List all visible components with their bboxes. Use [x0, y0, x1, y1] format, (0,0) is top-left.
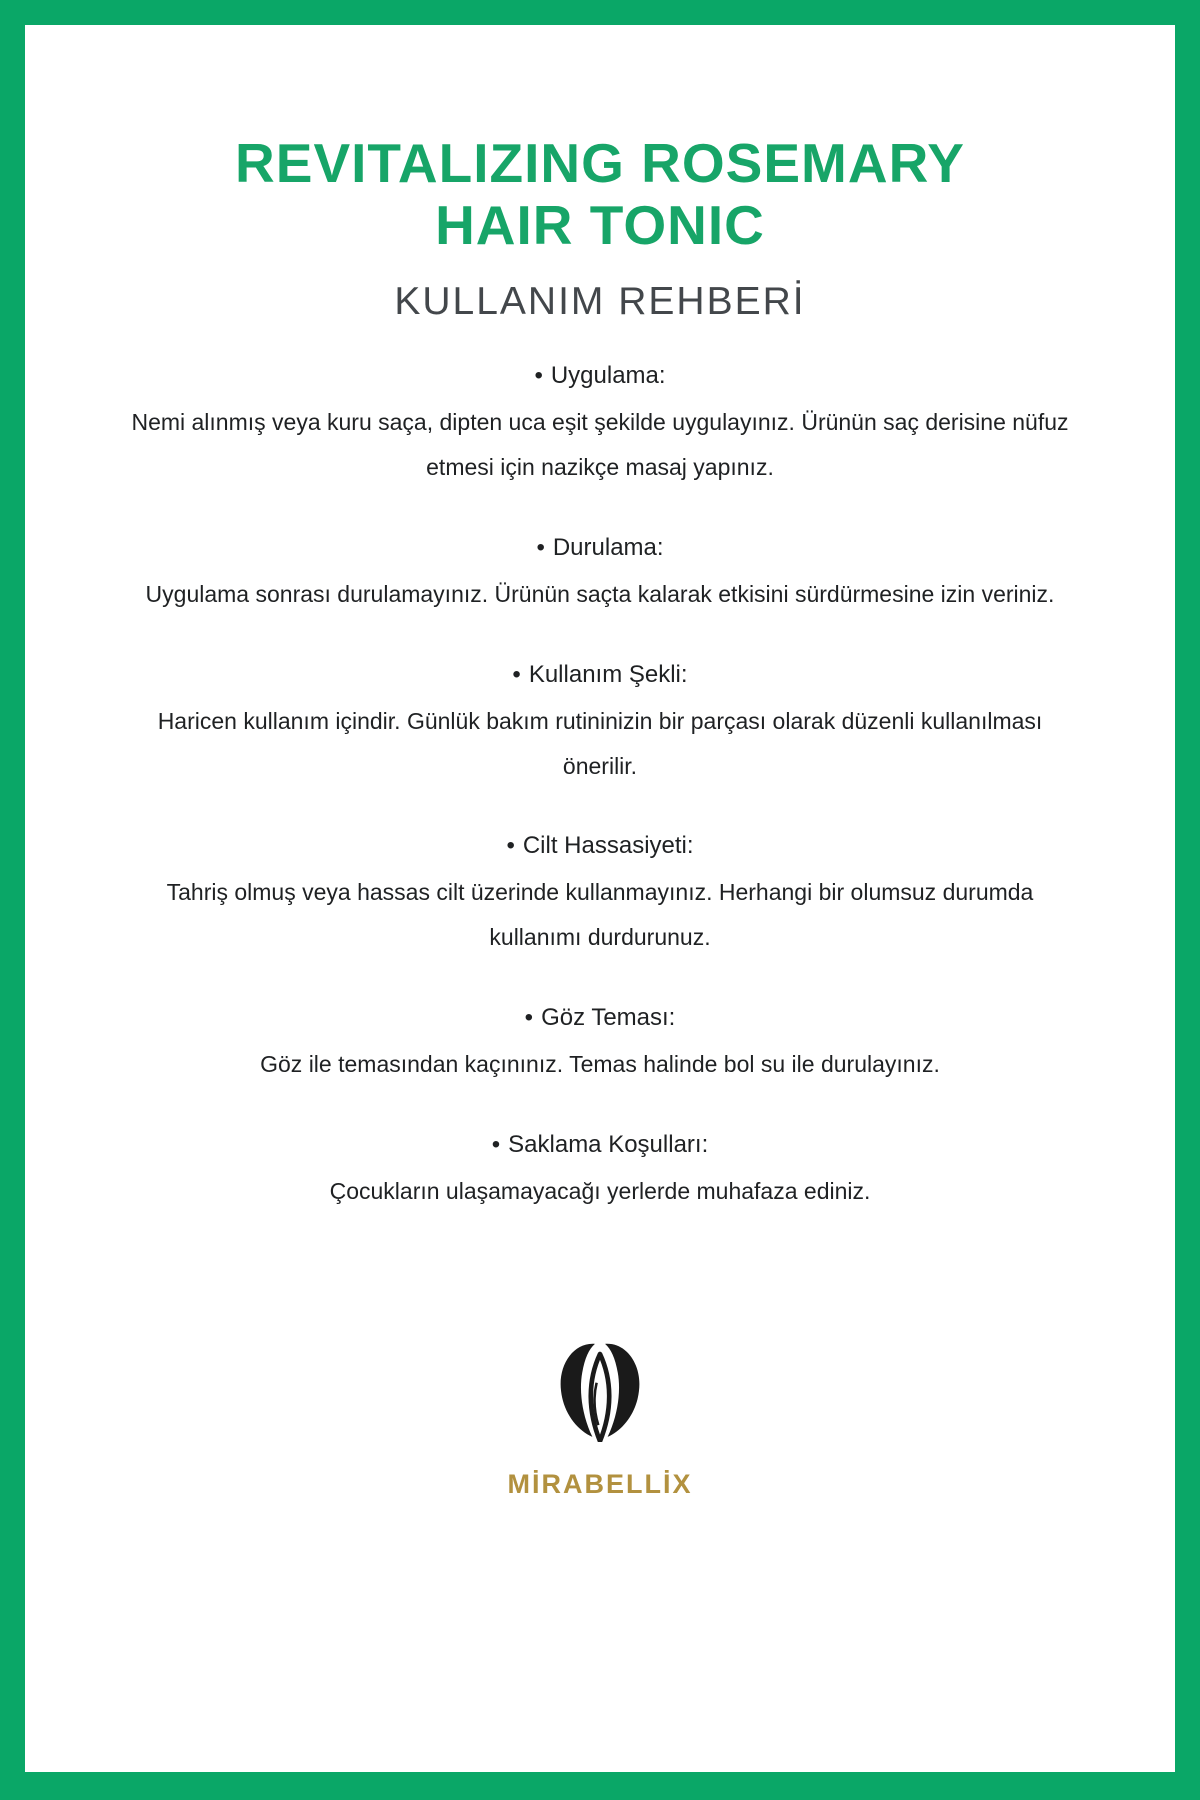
section-saklama-kosullari: [25, 1131, 1175, 1214]
brand-footer: [25, 1332, 1175, 1500]
bullet-icon: •: [536, 533, 545, 561]
section-body-text: Tahriş olmuş veya hassas cilt üzerinde kullanmayınız. Herhangi bir olumsuz durumda kullanımı durdurunuz.: [166, 879, 1034, 951]
bullet-icon: •: [512, 660, 521, 688]
section-heading-label: Uygulama:: [550, 362, 666, 390]
section-heading: [25, 832, 1175, 860]
product-title: [25, 133, 1175, 256]
section-heading-label: Saklama Koşulları:: [508, 1130, 709, 1158]
section-durulama: [25, 534, 1175, 617]
section-heading-label: Kullanım Şekli:: [528, 660, 688, 688]
section-heading: [25, 661, 1175, 689]
section-kullanim-sekli: [25, 661, 1175, 789]
section-body-text: Uygulama sonrası durulamayınız. Ürünün saçta kalarak etkisini sürdürmesine izin veriniz.: [145, 580, 1055, 607]
section-heading-label: Cilt Hassasiyeti:: [522, 832, 694, 860]
product-title-line2: HAIR TONIC: [435, 193, 765, 256]
product-title-line1: REVITALIZING ROSEMARY: [235, 132, 965, 194]
brand-name: MİRABELLİX: [507, 1468, 693, 1499]
section-uygulama: [25, 362, 1175, 490]
guide-subtitle: KULLANIM REHBERİ: [394, 280, 806, 324]
section-heading: [25, 534, 1175, 562]
tulip-flower-icon: [549, 1332, 651, 1447]
section-body-text: Nemi alınmış veya kuru saça, dipten uca eşit şekilde uygulayınız. Ürünün saç derisine nüfuz etmesi için nazikçe masaj yapınız.: [131, 409, 1069, 481]
label-page: [25, 25, 1175, 1772]
section-heading-label: Göz Teması:: [541, 1004, 676, 1032]
section-body-text: Haricen kullanım içindir. Günlük bakım rutininizin bir parçası olarak düzenli kullanılması önerilir.: [157, 707, 1043, 779]
bullet-icon: •: [524, 1004, 534, 1032]
section-goz-temasi: [25, 1004, 1175, 1087]
section-heading: [25, 1004, 1175, 1032]
instruction-sections: [25, 362, 1175, 1214]
section-body-text: Göz ile temasından kaçınınız. Temas halinde bol su ile durulayınız.: [260, 1051, 940, 1078]
bullet-icon: •: [506, 832, 515, 860]
section-body-text: Çocukların ulaşamayacağı yerlerde muhafaza ediniz.: [329, 1177, 871, 1204]
bullet-icon: •: [534, 362, 543, 390]
section-cilt-hassasiyeti: [25, 832, 1175, 960]
section-heading: [25, 362, 1175, 390]
section-heading-label: Durulama:: [552, 533, 664, 561]
bullet-icon: •: [491, 1130, 501, 1158]
section-heading: [25, 1131, 1175, 1159]
